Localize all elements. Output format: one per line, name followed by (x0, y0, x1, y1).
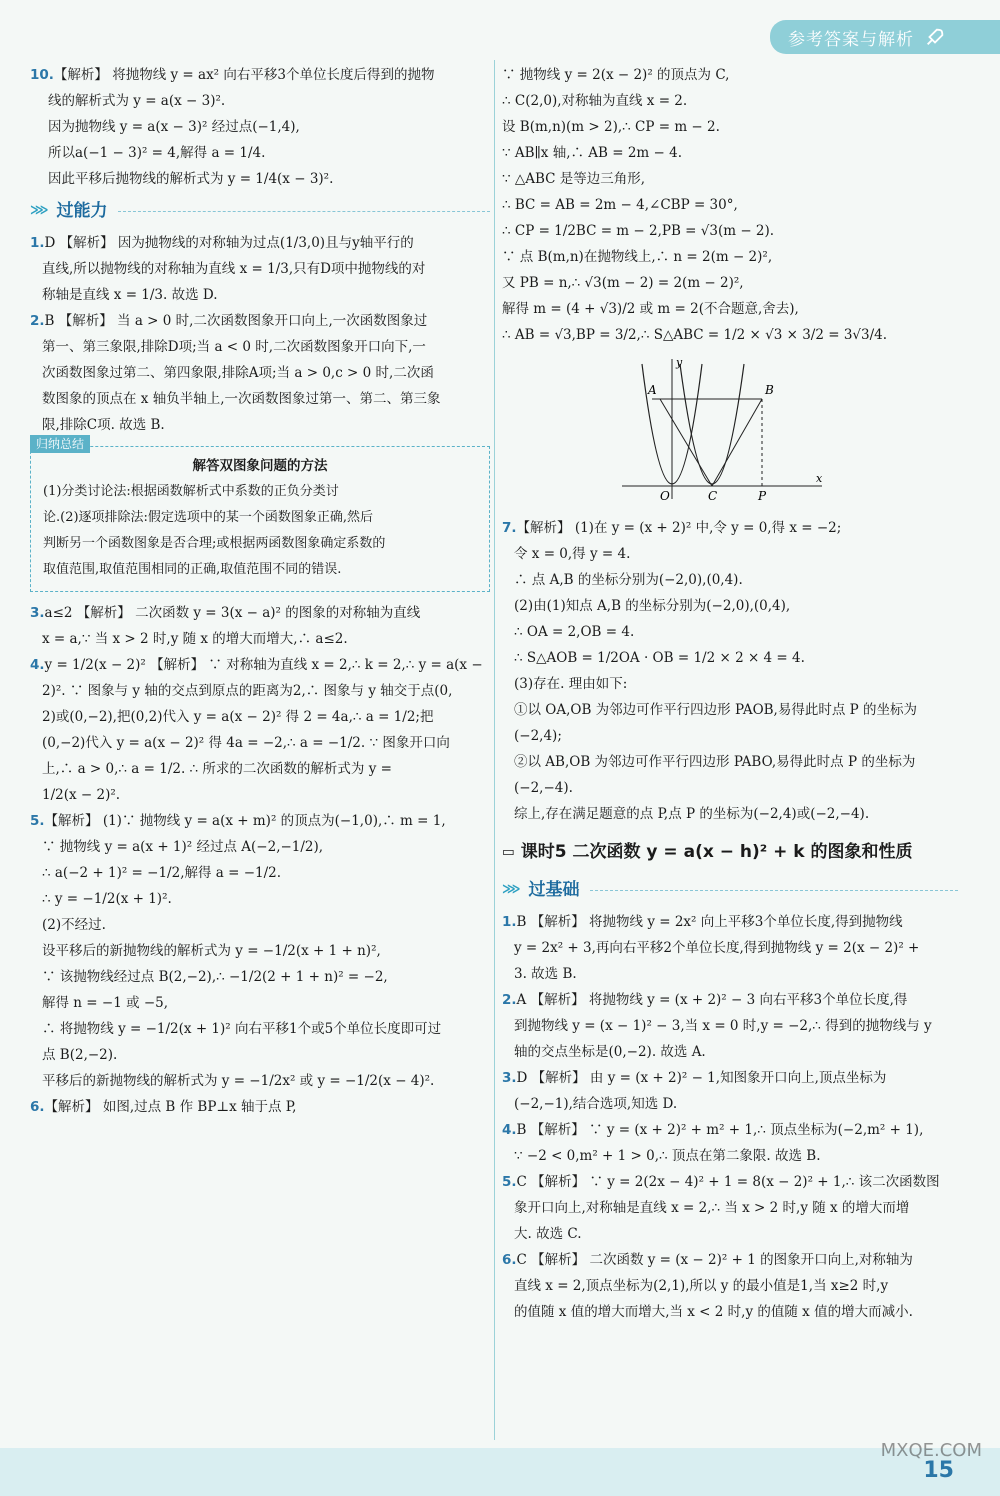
label-b: B (765, 383, 774, 397)
answer-4: 4.y = 1/2(x − 2)² 【解析】 ∵ 对称轴为直线 x = 2,∴ k = 2,∴ y = a(x − 2)². ∵ 图象与 y 轴的交点到原点的距离为2,∴ 图象与 y 轴交于点(0, 2)或(0,−2),把(0,2)代入 y = a(x − 2)² 得 2 = 4a,∴ a = 1/2;把 (0,−2)代入 y = a(x − 2)² 得 4a = −2,∴ a = −1/2. ∵ 图象开口向 上,∴ a > 0,∴ a = 1/2. ∴ 所求的二次函数的解析式为 y = 1/2(x − 2)². (30, 657, 483, 803)
lesson-title: ▭ 课时5 二次函数 y = a(x − h)² + k 的图象和性质 (502, 835, 958, 869)
basic-answer-1: 1.B 【解析】 将抛物线 y = 2x² 向上平移3个单位长度,得到抛物线 y = 2x² + 3,再向右平移2个单位长度,得到抛物线 y = 2(x − 2)² + 3. 故选 B. (502, 914, 920, 982)
right-column (502, 62, 958, 1325)
answer-7: 7.【解析】 (1)在 y = (x + 2)² 中,令 y = 0,得 x = −2; 令 x = 0,得 y = 4. ∴ 点 A,B 的坐标分别为(−2,0),(0,4). (2)由(1)知点 A,B 的坐标分别为(−2,0),(0,4), ∴ OA = 2,OB = 4. ∴ S△AOB = 1/2OA · OB = 1/2 × 2 × 4 = 4. (3)存在. 理由如下: ①以 OA,OB 为邻边可作平行四边形 PAOB,易得此时点 P 的坐标为 (−2,4); ②以 AB,OB 为邻边可作平行四边形 PABO,易得此时点 P 的坐标为 (−2,−4). 综上,存在满足题意的点 P,点 P 的坐标为(−2,4)或(−2,−4). (502, 520, 918, 822)
summary-title: 解答双图象问题的方法 (192, 458, 328, 474)
bottom-band (0, 1448, 1000, 1496)
answer-1: 1.D 【解析】 因为抛物线的对称轴为过点(1/3,0)且与y轴平行的 直线,所以抛物线的对称轴为直线 x = 1/3,只有D项中抛物线的对 称轴是直线 x = 1/3. 故选 D. (30, 235, 426, 303)
parabola-right (680, 364, 744, 484)
parabola-figure (612, 354, 832, 504)
section-header: ⋙ 过能力 (30, 196, 490, 226)
label-x: x (816, 472, 823, 485)
answer-2: 2.B 【解析】 当 a > 0 时,二次函数图象开口向上,一次函数图象过 第一、第三象限,排除D项;当 a < 0 时,二次函数图象开口向下,一 次函数图象过第二、第四象限,排除A项;当 a > 0,c > 0 时,二次函 数图象的顶点在 x 轴负半轴上,一次函数图象过第一、第二、第三象 限,排除C项. 故选 B. (30, 313, 441, 433)
book-icon: ▭ (502, 844, 515, 860)
page-number: 15 (923, 1458, 954, 1483)
summary-tag: 归纳总结 (30, 435, 90, 453)
basic-answer-3: 3.D 【解析】 由 y = (x + 2)² − 1,知图象开口向上,顶点坐标为 (−2,−1),结合选项,知选 D. (502, 1070, 887, 1112)
header-title: 参考答案与解析 (788, 29, 914, 50)
segment-ac (660, 399, 712, 486)
basic-answer-2: 2.A 【解析】 将抛物线 y = (x + 2)² − 3 向右平移3个单位长度,得 到抛物线 y = (x − 1)² − 3,当 x = 0 时,y = −2,∴ 得到的抛物线与 y 轴的交点坐标是(0,−2). 故选 A. (502, 992, 932, 1060)
section-marker-icon: ⋙ (30, 203, 49, 218)
rocket-icon (924, 26, 946, 48)
basic-answer-4: 4.B 【解析】 ∵ y = (x + 2)² + m² + 1,∴ 顶点坐标为(−2,m² + 1), ∵ −2 < 0,m² + 1 > 0,∴ 顶点在第二象限. 故选 B. (502, 1122, 924, 1164)
basic-answer-5: 5.C 【解析】 ∵ y = 2(2x − 4)² + 1 = 8(x − 2)² + 1,∴ 该二次函数图 象开口向上,对称轴是直线 x = 2,∴ 当 x > 2 时,y 随 x 的增大而增 大. 故选 C. (502, 1174, 940, 1242)
summary-box: 归纳总结 解答双图象问题的方法 (1)分类讨论法:根据函数解析式中系数的正负分类讨 论.(2)逐项排除法:假定选项中的某一个函数图象正确,然后 判断另一个函数图象是否合理;或根据两函数图象确定系数的 取值范围,取值范围相同的正确,取值范围不同的错误. (30, 446, 490, 592)
label-a: A (648, 383, 657, 397)
label-y: y (676, 356, 683, 369)
answer-3: 3.a≤2 【解析】 二次函数 y = 3(x − a)² 的图象的对称轴为直线 x = a,∵ 当 x > 2 时,y 随 x 的增大而增大,∴ a≤2. (30, 605, 421, 647)
section-marker-icon: ⋙ (502, 882, 521, 897)
answer-6-continued: ∵ 抛物线 y = 2(x − 2)² 的顶点为 C, ∴ C(2,0),对称轴为直线 x = 2. 设 B(m,n)(m > 2),∴ CP = m − 2. ∵ AB∥x 轴,∴ AB = 2m − 4. ∵ △ABC 是等边三角形, ∴ BC = AB = 2m − 4,∠CBP = 30°, ∴ CP = 1/2BC = m − 2,PB = √3(m − 2). ∵ 点 B(m,n)在抛物线上,∴ n = 2(m − 2)², 又 PB = n,∴ √3(m − 2) = 2(m − 2)², 解得 m = (4 + √3)/2 或 m = 2(不合题意,舍去), ∴ AB = √3,BP = 3/2,∴ S△ABC = 1/2 × √3 × 3/2 = 3√3/4. (502, 67, 888, 343)
left-column (30, 62, 490, 1120)
label-c: C (708, 489, 718, 503)
label-o: O (660, 489, 670, 503)
section-header-basic: ⋙ 过基础 (502, 875, 958, 905)
answer-5: 5.【解析】 (1)∵ 抛物线 y = a(x + m)² 的顶点为(−1,0),∴ m = 1, ∵ 抛物线 y = a(x + 1)² 经过点 A(−2,−1/2), ∴ a(−2 + 1)² = −1/2,解得 a = −1/2. ∴ y = −1/2(x + 1)². (2)不经过. 设平移后的新抛物线的解析式为 y = −1/2(x + 1 + n)², ∵ 该抛物线经过点 B(2,−2),∴ −1/2(2 + 1 + n)² = −2, 解得 n = −1 或 −5, ∴ 将抛物线 y = −1/2(x + 1)² 向右平移1个或5个单位长度即可过 点 B(2,−2). 平移后的新抛物线的解析式为 y = −1/2x² 或 y = −1/2(x − 4)². (30, 813, 446, 1089)
header-banner (770, 20, 1000, 54)
label-p: P (758, 489, 767, 503)
answer-10: 10.【解析】 将抛物线 y = ax² 向右平移3个单位长度后得到的抛物 线的解析式为 y = a(x − 3)². 因为抛物线 y = a(x − 3)² 经过点(−1,4), 所以a(−1 − 3)² = 4,解得 a = 1/4. 因此平移后抛物线的解析式为 y = 1/4(x − 3)². (30, 67, 435, 187)
column-divider (494, 60, 495, 1440)
answer-6: 6.【解析】 如图,过点 B 作 BP⊥x 轴于点 P, (30, 1099, 297, 1115)
watermark: MXQE.COM (880, 1440, 982, 1461)
basic-answer-6: 6.C 【解析】 二次函数 y = (x − 2)² + 1 的图象开口向上,对称轴为 直线 x = 2,顶点坐标为(2,1),所以 y 的最小值是1,当 x≥2 时,y 的值随 x 值的增大而增大,当 x < 2 时,y 的值随 x 值的增大而减小. (502, 1252, 913, 1320)
